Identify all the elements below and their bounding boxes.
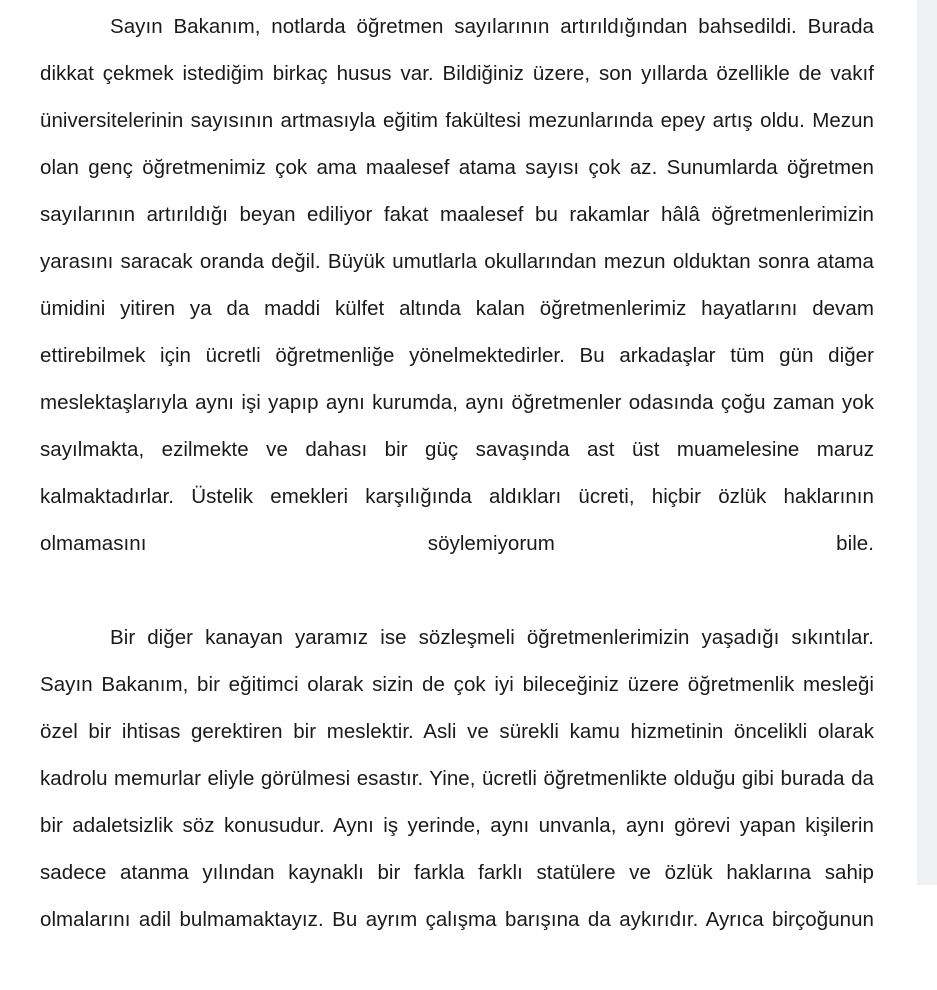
right-margin-gutter	[917, 0, 937, 885]
paragraph-2: Bir diğer kanayan yaramız ise sözleşmeli öğretmenlerimizin yaşadığı sıkıntılar. Sayın Bakanım, bir eğitimci olarak sizin de çok iyi bileceğiniz üzere öğretmenlik mesleği özel bir ihtisas gerektiren bir meslektir. Asli ve sürekli kamu hizmetinin öncelikli olarak kadrolu memurlar eliyle görülmesi esastır. Yine, ücretli öğretmenlikte olduğu gibi burada da bir adaletsizlik söz konusudur. Aynı iş yerinde, aynı unvanla, aynı görevi yapan kişilerin sadece atanma yılından kaynaklı bir farkla farklı statülere ve özlük haklarına sahip olmalarını adil bulmamaktayız. Bu ayrım çalışma barışına da aykırıdır. Ayrıca birçoğunun	[40, 626, 874, 931]
document-text-column	[40, 0, 874, 931]
paragraph-1: Sayın Bakanım, notlarda öğretmen sayılarının artırıldığından bahsedildi. Burada dikkat çekmek istediğim birkaç husus var. Bildiğiniz üzere, son yıllarda özellikle de vakıf üniversitelerinin sayısının artmasıyla eğitim fakültesi mezunlarında epey artış oldu. Mezun olan genç öğretmenimiz çok ama maalesef atama sayısı çok az. Sunumlarda öğretmen sayılarının artırıldığı beyan ediliyor fakat maalesef bu rakamlar hâlâ öğretmenlerimizin yarasını saracak oranda değil. Büyük umutlarla okullarından mezun olduktan sonra atama ümidini yitiren ya da maddi külfet altında kalan öğretmenlerimiz hayatlarını devam ettirebilmek için ücretli öğretmenliğe yönelmektedirler. Bu arkadaşlar tüm gün diğer meslektaşlarıyla aynı işi yapıp aynı kurumda, aynı öğretmenler odasında çoğu zaman yok sayılmakta, ezilmekte ve dahası bir güç savaşında ast üst muamelesine maruz kalmaktadırlar. Üstelik emekleri karşılığında aldıkları ücreti, hiçbir özlük haklarının olmamasını söylemiyorum bile.	[40, 15, 874, 555]
